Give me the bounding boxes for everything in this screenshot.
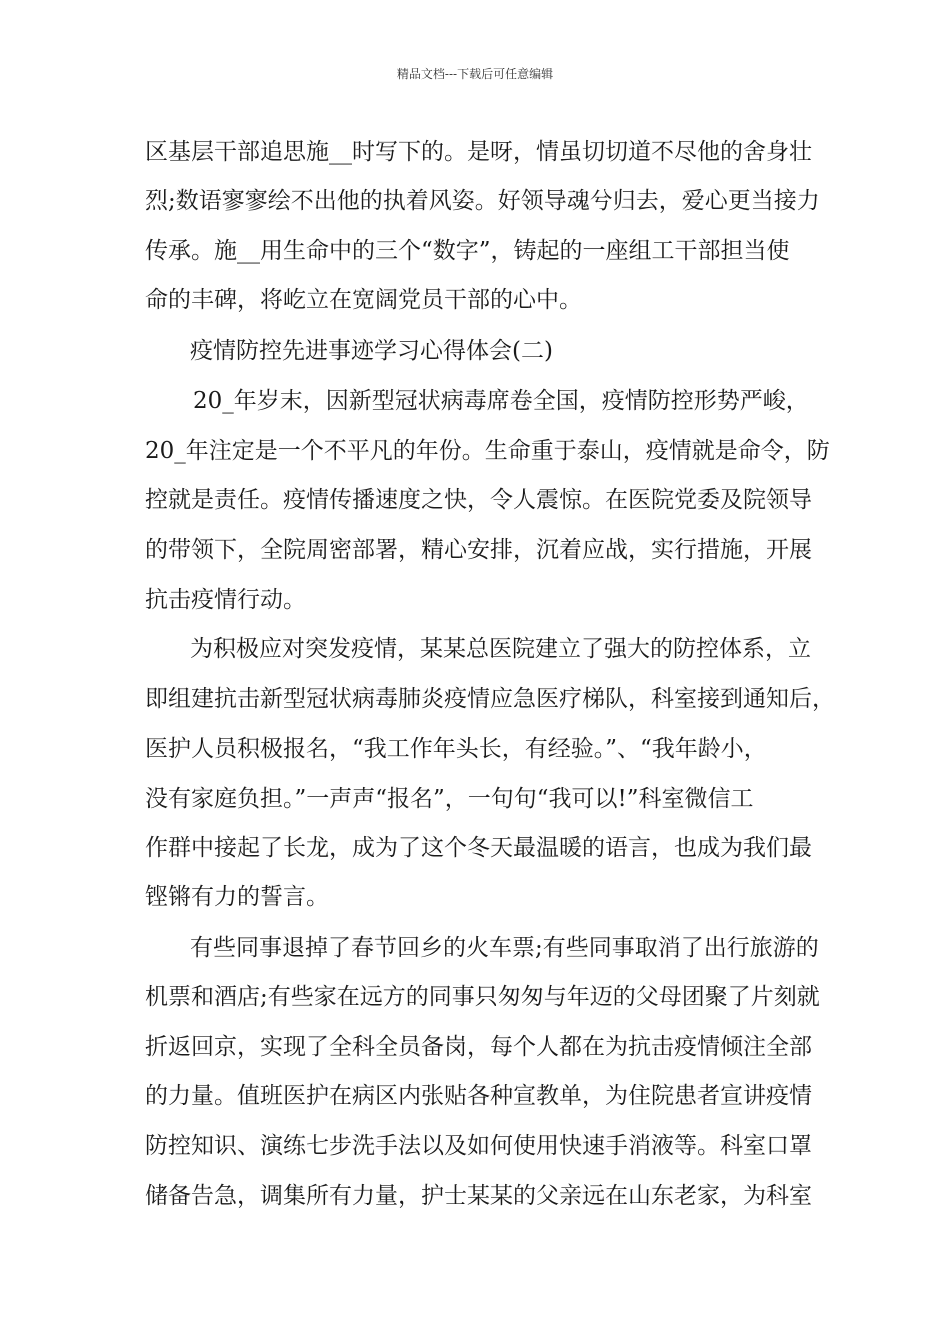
text-line: 即组建抗击新型冠状病毒肺炎疫情应急医疗梯队，科室接到通知后， — [145, 686, 835, 712]
text-line: 作群中接起了长龙，成为了这个冬天最温暖的语言，也成为我们最 — [145, 835, 812, 861]
text-line: 命的丰碑，将屹立在宽阔党员干部的心中。 — [145, 287, 582, 313]
text-line: 机票和酒店;有些家在远方的同事只匆匆与年迈的父母团聚了片刻就 — [145, 984, 820, 1010]
text-line: 20_年注定是一个不平凡的年份。生命重于泰山，疫情就是命令，防 — [145, 438, 830, 464]
text-line: 为积极应对突发疫情，某某总医院建立了强大的防控体系，立 — [190, 636, 811, 662]
text-line: 铿锵有力的誓言。 — [145, 884, 329, 910]
section-heading: 疫情防控先进事迹学习心得体会(二) — [190, 338, 553, 364]
text-line: 控就是责任。疫情传播速度之快，令人震惊。在医院党委及院领导 — [145, 487, 812, 513]
text-line: 区基层干部追思施__时写下的。是呀，情虽切切道不尽他的舍身壮 — [145, 139, 812, 165]
text-line: 防控知识、演练七步洗手法以及如何使用快速手消液等。科室口罩 — [145, 1133, 812, 1159]
text-line: 储备告急，调集所有力量，护士某某的父亲远在山东老家，为科室 — [145, 1183, 812, 1209]
text-line: 烈;数语寥寥绘不出他的执着风姿。好领导魂兮归去，爱心更当接力 — [145, 188, 820, 214]
text-line: 传承。施__用生命中的三个“数字”，铸起的一座组工干部担当使 — [145, 238, 790, 264]
text-line: 有些同事退掉了春节回乡的火车票;有些同事取消了出行旅游的 — [190, 935, 819, 961]
text-line: 的带领下，全院周密部署，精心安排，沉着应战，实行措施，开展 — [145, 537, 812, 563]
text-line: 抗击疫情行动。 — [145, 587, 306, 613]
text-line: 的力量。值班医护在病区内张贴各种宣教单，为住院患者宣讲疫情 — [145, 1083, 812, 1109]
text-line: 折返回京，实现了全科全员备岗，每个人都在为抗击疫情倾注全部 — [145, 1034, 812, 1060]
page-header: 精品文档---下载后可任意编辑 — [396, 67, 554, 81]
text-line: 没有家庭负担。”一声声“报名”，一句句“我可以!”科室微信工 — [145, 786, 754, 812]
text-line: 20_年岁末，因新型冠状病毒席卷全国，疫情防控形势严峻， — [193, 388, 809, 414]
text-line: 医护人员积极报名，“我工作年头长，有经验。”、“我年龄小， — [145, 736, 767, 762]
